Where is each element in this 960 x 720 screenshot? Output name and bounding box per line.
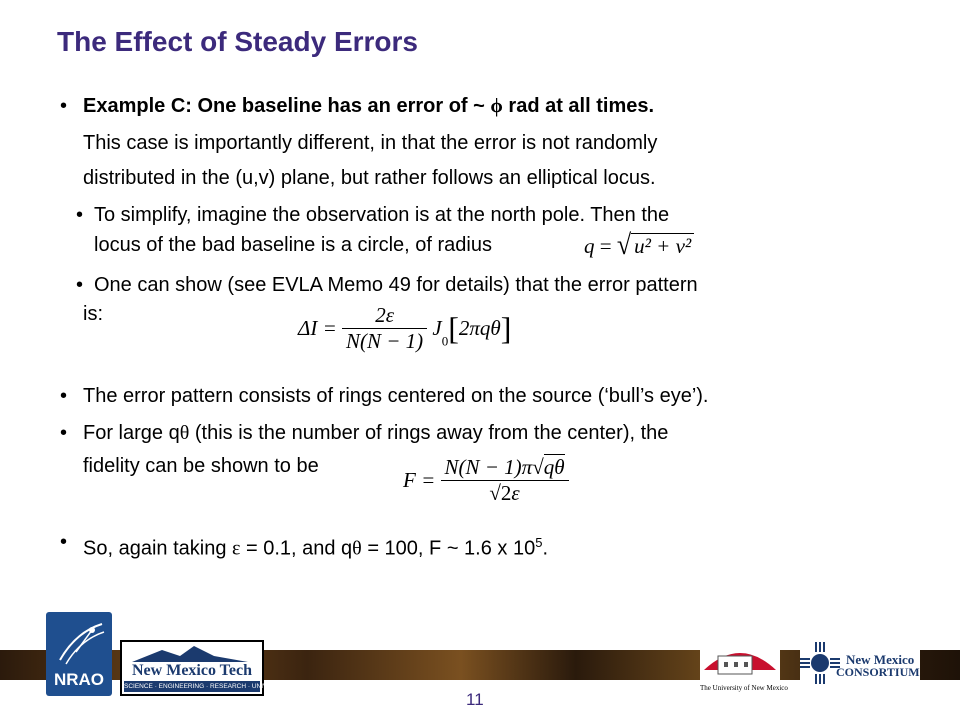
eq-delta-fraction (342, 303, 427, 354)
radio-dish-icon (46, 612, 112, 672)
eq-fidelity-lhs: F = (403, 468, 436, 492)
theta-symbol: θ (352, 537, 362, 560)
bullet-marker: • (60, 531, 68, 553)
bullet-marker: • (60, 95, 68, 117)
nmt-tagline: SCIENCE · ENGINEERING · RESEARCH · UNIVERSITY (124, 683, 291, 690)
sub-bullet-marker: • (76, 274, 84, 296)
so-text-d: . (542, 537, 549, 560)
so-exponent: 5 (535, 535, 543, 550)
eq-radius-eq: = (599, 234, 612, 258)
large-q-text-b: (this is the number of rings away from the center), the (189, 422, 669, 444)
fidelity-equation (403, 455, 569, 506)
example-heading-text-a: Example C: One baseline has an error of ~ (83, 95, 491, 117)
nrao-logo (46, 612, 112, 696)
nmc-line-2: CONSORTIUM (836, 665, 920, 679)
eq-fidelity-den-sqrt: 2 (500, 481, 512, 505)
sub2-line-1: One can show (see EVLA Memo 49 for details) that the error pattern (94, 274, 698, 296)
phi-symbol: ϕ (490, 95, 503, 117)
new-mexico-tech-logo (120, 640, 291, 696)
eq-delta-denominator: N(N − 1) (342, 328, 427, 354)
so-text-b: = 0.1, and q (240, 537, 353, 560)
sub-bullet-marker: • (76, 204, 84, 226)
unm-building-icon (700, 640, 780, 682)
example-heading (83, 92, 654, 121)
mountain-icon (122, 644, 258, 662)
example-line-2: distributed in the (u,v) plane, but rather follows an elliptical locus. (83, 167, 656, 189)
eq-delta-lhs: ΔI = (298, 316, 337, 340)
nmc-line-1: New Mexico (846, 652, 915, 667)
unm-caption: The University of New Mexico (700, 684, 788, 692)
eq-fidelity-num-sqrt: qθ (543, 455, 565, 479)
eq-delta-bessel-order: 0 (441, 333, 449, 349)
eq-fidelity-denominator (441, 480, 569, 506)
large-q-line-2: fidelity can be shown to be (83, 455, 319, 477)
example-line-1: This case is importantly different, in that the error is not randomly (83, 132, 658, 154)
bullet-marker: • (60, 422, 68, 444)
eq-fidelity-fraction (441, 455, 569, 506)
eq-fidelity-den-b: ε (511, 481, 520, 505)
epsilon-symbol: ε (232, 537, 241, 560)
bracket-close: ] (500, 310, 512, 346)
nmt-name: New Mexico Tech (132, 662, 252, 679)
theta-symbol: θ (179, 422, 190, 444)
page-number: 11 (466, 690, 484, 709)
so-text (83, 528, 548, 564)
bullet-marker: • (60, 385, 68, 407)
sqrt-sign: √ (616, 228, 632, 261)
bracket-open: [ (448, 310, 459, 346)
slide-title: The Effect of Steady Errors (57, 26, 418, 57)
eq-radius-lhs: q (584, 234, 595, 258)
eq-delta-bessel: J (432, 316, 442, 340)
sub2-line-2: is: (83, 303, 103, 325)
eq-fidelity-num-a: N(N − 1)π (444, 455, 533, 479)
sub1-line-2: locus of the bad baseline is a circle, of radius (94, 234, 492, 256)
rings-text: The error pattern consists of rings centered on the source (‘bull’s eye’). (83, 385, 709, 407)
so-text-a: So, again taking (83, 537, 232, 560)
eq-delta-arg: 2πqθ (458, 316, 501, 340)
unm-logo (700, 640, 788, 692)
so-text-c: = 100, F ~ 1.6 x 10 (361, 537, 536, 560)
large-q-text-a: For large q (83, 422, 180, 444)
nrao-label: NRAO (53, 670, 105, 689)
eq-radius-arg: u² + v² (631, 233, 694, 258)
example-heading-text-b: rad at all times. (502, 95, 655, 117)
sqrt-sign: √ (489, 481, 501, 505)
eq-fidelity-numerator (441, 455, 569, 480)
radius-equation (584, 230, 694, 260)
zia-sun-icon (800, 640, 840, 686)
large-q-line-1 (83, 419, 668, 448)
eq-delta-numerator: 2ε (375, 303, 394, 327)
sqrt-sign: √ (532, 455, 544, 479)
delta-equation (298, 303, 511, 354)
nm-consortium-logo (800, 640, 920, 686)
sub1-line-1: To simplify, imagine the observation is at the north pole. Then the (94, 204, 670, 226)
